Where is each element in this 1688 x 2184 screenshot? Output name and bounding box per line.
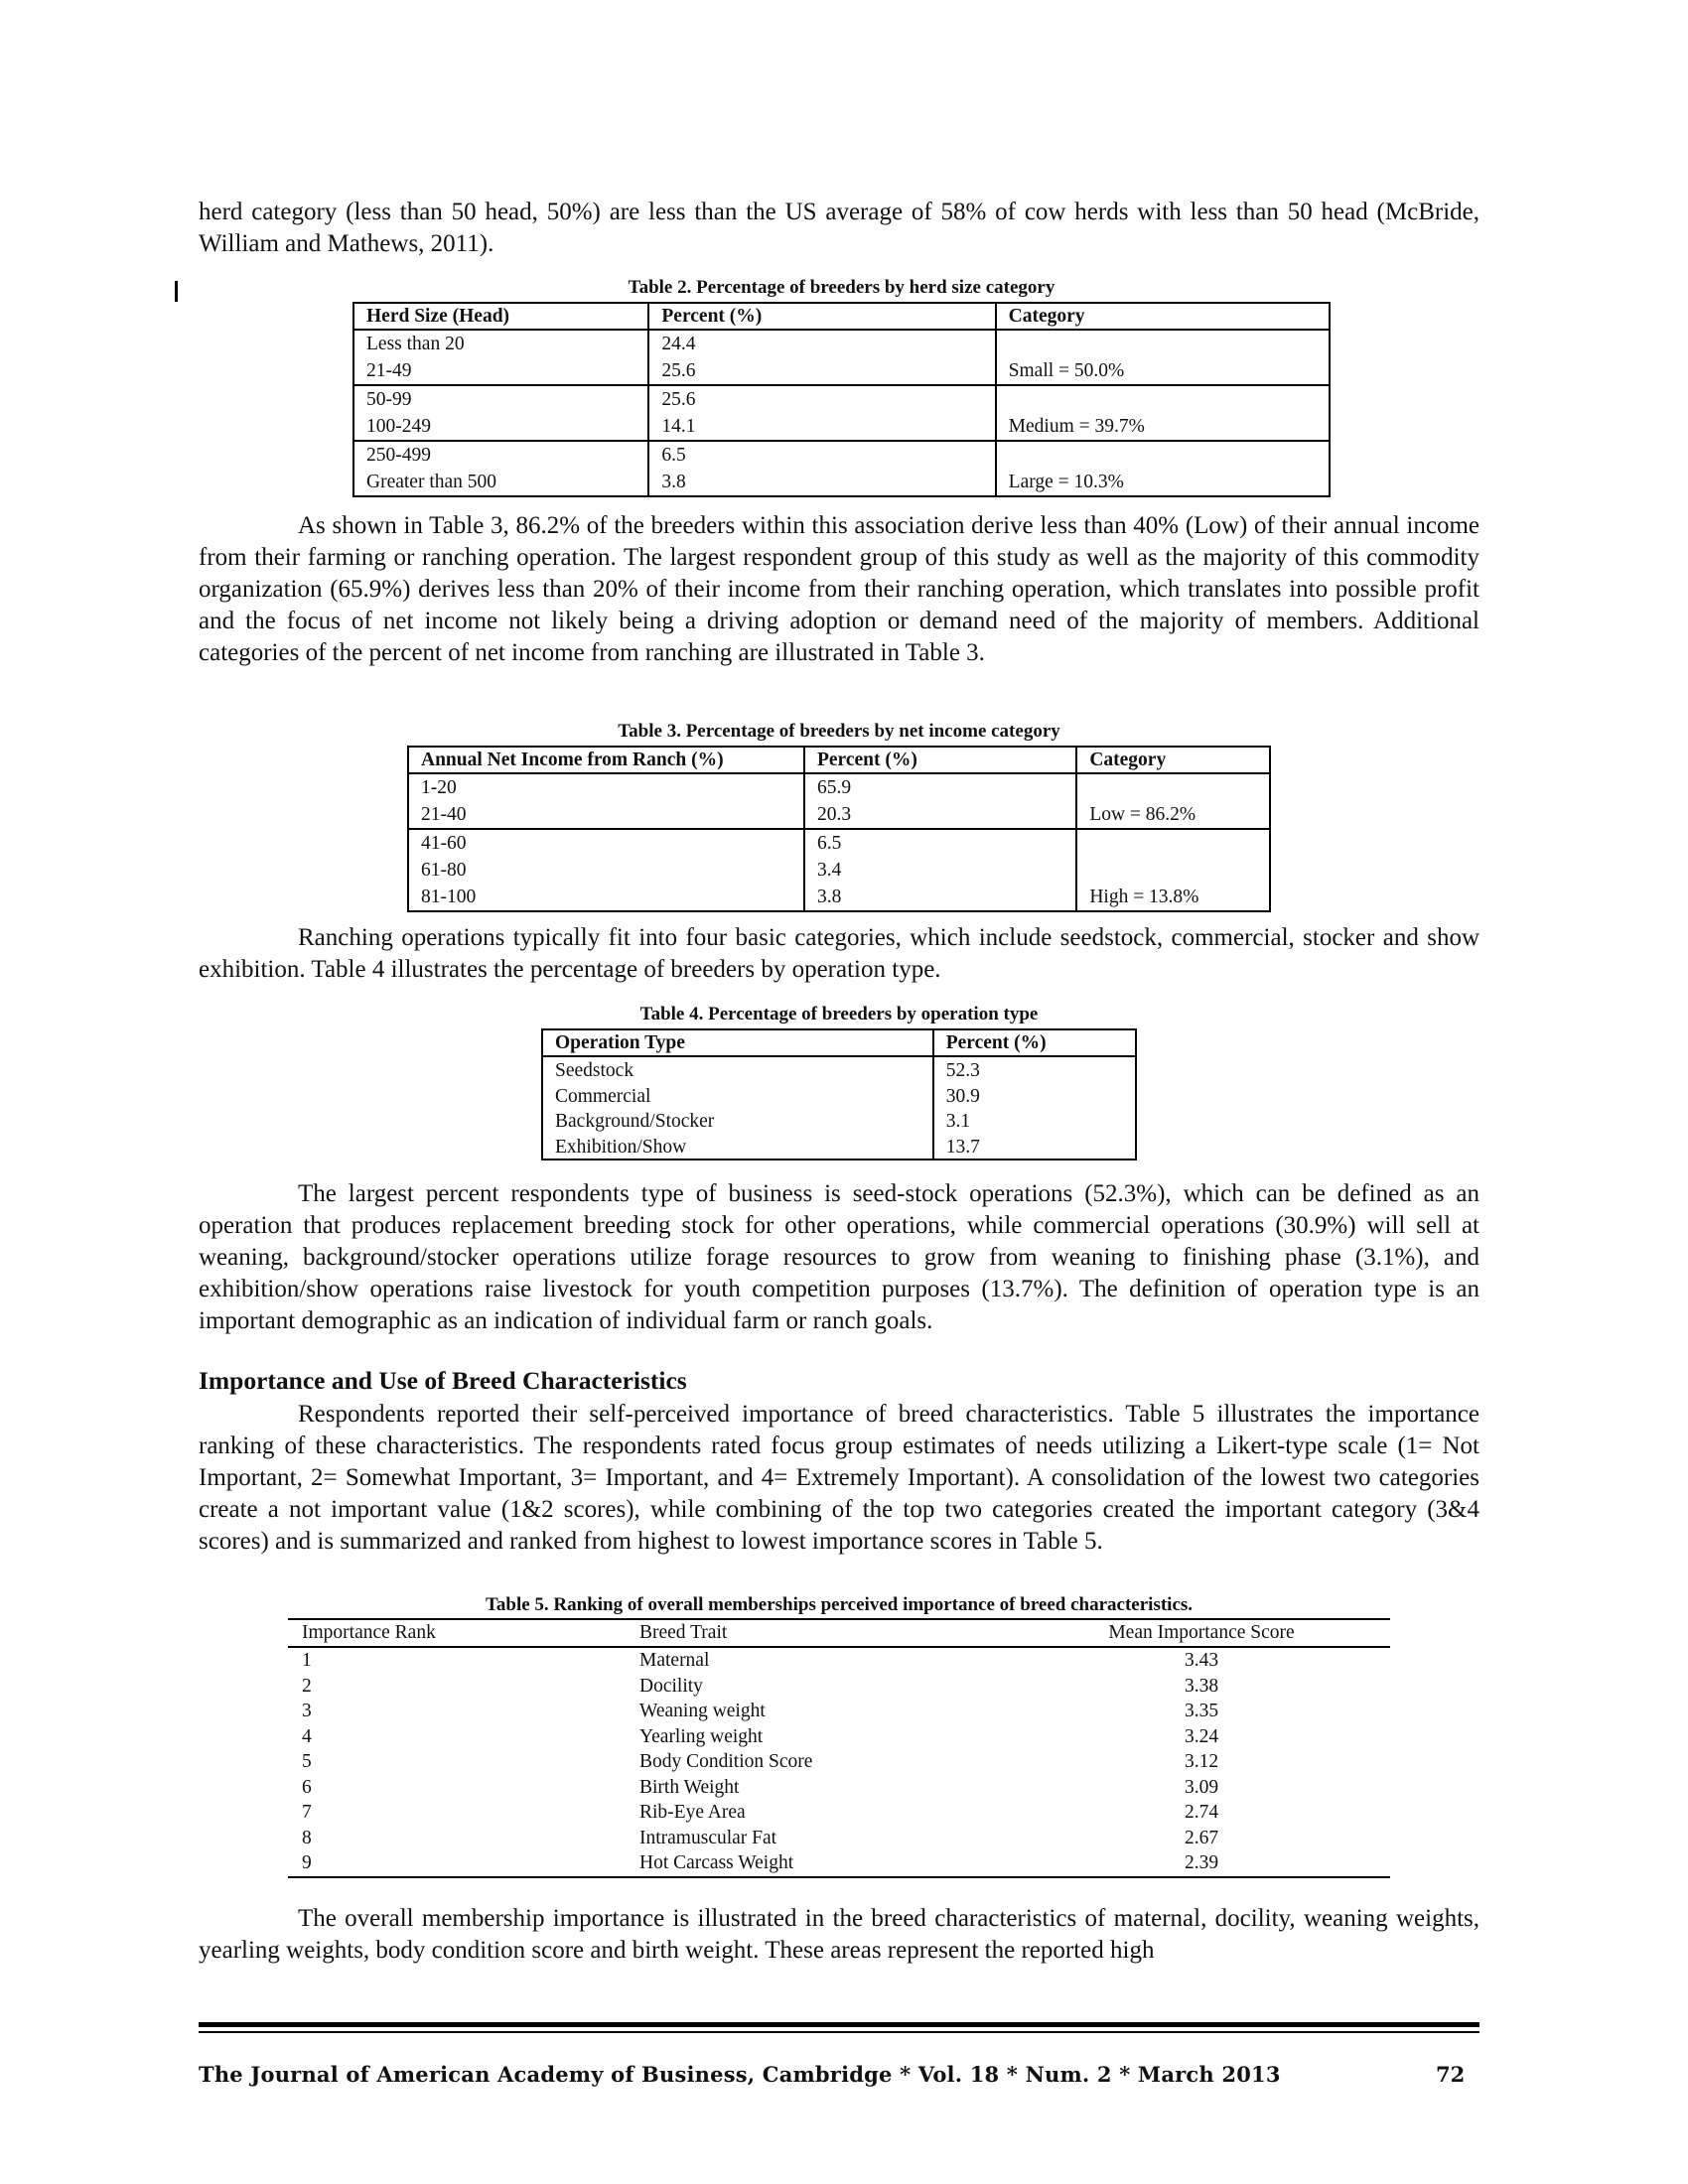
table2-header: Category [996,303,1330,330]
paragraph-operation-types: The largest percent respondents type of business is seed-stock operations (52.3%), which can be defined as an operation that produces replacement breeding stock for other operations, while commercial operations (30.9%) will sell at weaning, background/stocker operations utilize forage resources to grow from weaning to finishing phase (3.1%), and exhibition/show operations raise livestock for youth competition purposes (13.7%). The definition of operation type is an important demographic as an indication of individual farm or ranch goals. [199,1180,1479,1334]
table5-cell: 3.09 [1184,1776,1219,1798]
table5-cell: 2.39 [1184,1852,1219,1873]
table3-cell: 21-40 [421,804,467,825]
table3-cell: 6.5 [816,833,842,854]
table3-header: Annual Net Income from Ranch (%) [408,747,804,773]
table3-cell: 41-60 [421,833,467,854]
table2-header: Percent (%) [648,303,995,330]
table5-cell: 8 [302,1827,312,1848]
table3-cell: 3.8 [816,887,842,907]
paragraph-breed-characteristics: Respondents reported their self-perceived importance of breed characteristics. Table 5 illustrates the importance ranking of these characteristics. The respondents rated focus group estimates of needs utilizing a Likert-type scale (1= Not Important, 2= Somewhat Important, 3= Important, and 4= Extremely Important). A consolidation of the lowest two categories create a not important value (1&2 scores), while combining of the top two categories created the important category (3&4 scores) and is summarized and ranked from highest to lowest importance scores in Table 5. [199,1401,1479,1555]
table4-cell: Background/Stocker [555,1111,715,1132]
table5-header: Breed Trait [626,1619,1013,1647]
paragraph-net-income: As shown in Table 3, 86.2% of the breeders within this association derive less than 40% (Low) of their annual income from their farming or ranching operation. The largest respondent group of this study as well as the majority of this commodity organization (65.9%) derives less than 20% of their income from their ranching operation, which translates into possible profit and the focus of net income not likely being a driving adoption or demand need of the majority of members. Additional categories of the percent of net income from ranching are illustrated in Table 3. [199,512,1479,666]
table4-header: Operation Type [542,1029,933,1056]
table5-cell: 4 [302,1725,312,1747]
table5-header: Mean Importance Score [1013,1619,1390,1647]
table3-caption: Table 3. Percentage of breeders by net income category [618,721,1060,742]
table5-body [288,1647,1390,1877]
table5-cell: 9 [302,1852,312,1873]
table5-row [288,1724,1390,1750]
table2-header-row [353,303,1330,330]
paragraph-overall-importance: The overall membership importance is illustrated in the breed characteristics of maternal, docility, weaning weights, yearling weights, body condition score and birth weight. These areas represent the reported high [199,1905,1479,1964]
table3-category: High = 13.8% [1089,887,1199,907]
table4-cell: 52.3 [945,1060,980,1081]
table5-cell: Rib-Eye Area [639,1802,746,1823]
page-number: 72 [1436,2062,1466,2087]
table3-header: Percent (%) [804,747,1076,773]
table4-header-row [542,1029,1136,1056]
paragraph-herd-category: herd category (less than 50 head, 50%) are less than the US average of 58% of cow herds with less than 50 head (McBride, William and Mathews, 2011). [199,199,1479,257]
table4-cell: Exhibition/Show [555,1136,687,1158]
footer-rule [199,2031,1479,2033]
table2-caption: Table 2. Percentage of breeders by herd size category [628,277,1055,298]
table5-cell: Weaning weight [639,1701,766,1721]
table4 [541,1028,1137,1160]
table3 [407,746,1271,912]
table5 [288,1618,1390,1878]
table3-cell: 1-20 [421,777,457,798]
table5-cell: Intramuscular Fat [639,1827,777,1848]
section-heading: Importance and Use of Breed Characteristics [199,1366,687,1395]
table2-group-small [353,330,1330,385]
footer-rule [199,2022,1479,2027]
table2-cell: 50-99 [366,389,412,410]
table3-group-low [408,773,1270,829]
table3-category: Low = 86.2% [1089,804,1196,825]
table2-group-large [353,441,1330,496]
table4-body [542,1056,1136,1160]
table5-cell: 3.38 [1184,1675,1219,1697]
table2-cell: Less than 20 [366,334,465,354]
table5-cell: 2.74 [1184,1802,1219,1823]
table2-cell: 24.4 [661,334,696,354]
revision-change-bar [175,281,178,302]
table3-header-row [408,747,1270,773]
table2-cell: 21-49 [366,360,412,381]
table5-row [288,1800,1390,1826]
table5-row [288,1699,1390,1724]
table5-row [288,1749,1390,1775]
table2-cell: 250-499 [366,445,431,466]
table5-caption: Table 5. Ranking of overall memberships perceived importance of breed characteristics. [485,1594,1194,1615]
table5-cell: 2.67 [1184,1827,1219,1848]
table4-cell: 3.1 [945,1111,971,1132]
table5-cell: 3.12 [1184,1751,1219,1772]
table2-cell: 14.1 [661,416,696,437]
table5-cell: Hot Carcass Weight [639,1852,794,1873]
table5-cell: Docility [639,1675,703,1697]
table3-cell: 20.3 [816,804,852,825]
table4-cell: Seedstock [555,1060,634,1081]
table5-row [288,1647,1390,1674]
table4-cell: 13.7 [945,1136,980,1158]
table4-cell: Commercial [555,1085,651,1107]
table3-group-high [408,829,1270,911]
table5-row [288,1674,1390,1700]
table2-cell: 3.8 [661,472,686,492]
table2 [352,302,1331,497]
table5-cell: 3.43 [1184,1650,1219,1671]
table5-header-row [288,1619,1390,1647]
table5-cell: 2 [302,1675,312,1697]
table2-header: Herd Size (Head) [353,303,648,330]
table4-header: Percent (%) [933,1029,1136,1056]
table5-cell: Yearling weight [639,1725,764,1747]
table4-caption: Table 4. Percentage of breeders by operation type [639,1004,1039,1024]
table2-category: Small = 50.0% [1008,360,1125,381]
table5-cell: 5 [302,1751,312,1772]
table2-cell: 25.6 [661,389,696,410]
paragraph-operation-categories: Ranching operations typically fit into four basic categories, which include seedstock, commercial, stocker and show exhibition. Table 4 illustrates the percentage of breeders by operation type. [199,924,1479,983]
table5-cell: 3.35 [1184,1701,1219,1721]
table3-header: Category [1076,747,1270,773]
table2-category: Large = 10.3% [1008,472,1124,492]
table2-cell: 6.5 [661,445,686,466]
table5-cell: Body Condition Score [639,1751,813,1772]
table3-cell: 65.9 [816,777,852,798]
table5-cell: 6 [302,1776,312,1798]
table2-cell: 100-249 [366,416,431,437]
table2-group-medium [353,385,1330,441]
table2-cell: 25.6 [661,360,696,381]
table5-cell: Maternal [639,1650,710,1671]
table2-category: Medium = 39.7% [1008,416,1145,437]
table5-cell: 3 [302,1701,312,1721]
table5-row [288,1826,1390,1851]
table5-cell: 3.24 [1184,1725,1219,1747]
table5-cell: 7 [302,1802,312,1823]
table3-cell: 3.4 [816,860,842,881]
table5-row [288,1775,1390,1801]
table2-cell: Greater than 500 [366,472,497,492]
journal-footer: The Journal of American Academy of Business, Cambridge * Vol. 18 * Num. 2 * March 2013 [199,2062,1281,2087]
table3-cell: 81-100 [421,887,477,907]
table5-cell: 1 [302,1650,312,1671]
table3-cell: 61-80 [421,860,467,881]
table5-header: Importance Rank [288,1619,626,1647]
table5-cell: Birth Weight [639,1776,740,1798]
table4-cell: 30.9 [945,1085,980,1107]
table5-row [288,1850,1390,1877]
